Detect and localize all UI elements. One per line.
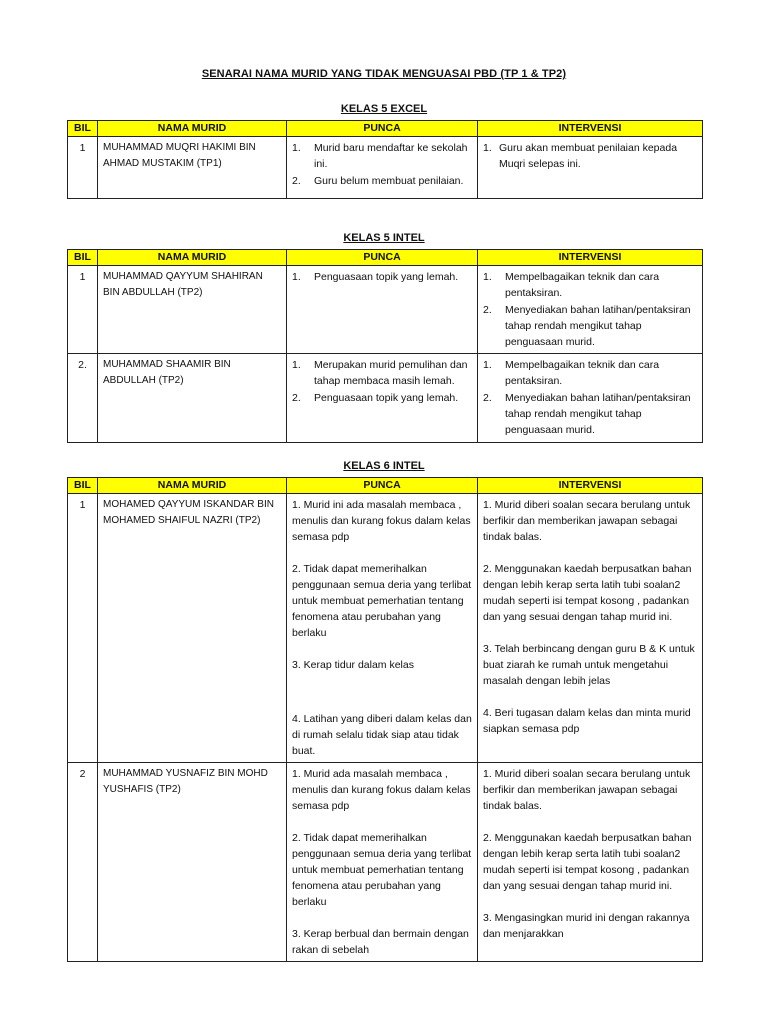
header-intervensi: INTERVENSI — [478, 121, 703, 137]
header-row — [68, 250, 703, 266]
table-row — [68, 266, 703, 354]
table-5-intel — [67, 249, 703, 443]
table-6-intel — [67, 477, 703, 962]
punca-paragraph: 2. Tidak dapat memerihalkan penggunaan semua deria yang terlibat untuk membuat pemerhatian tentang fenomena atau perubahan yang berlaku — [292, 563, 472, 639]
list-item: 1. Merupakan murid pemulihan dan tahap membaca masih lemah. — [292, 359, 468, 387]
punca-paragraph: 4. Latihan yang diberi dalam kelas dan di rumah selalu tidak siap atau tidak buat. — [292, 713, 472, 757]
list-item: 2. Menyediakan bahan latihan/pentaksiran tahap rendah mengikut tahap penguasaan murid. — [483, 392, 691, 436]
list-item: 1. Mempelbagaikan teknik dan cara pentaksiran. — [483, 359, 660, 387]
header-bil: BIL — [68, 250, 98, 266]
punca-cell — [287, 137, 478, 199]
student-name: MUHAMMAD MUQRI HAKIMI BIN AHMAD MUSTAKIM (TP1) — [98, 137, 287, 199]
list-item: 2. Penguasaan topik yang lemah. — [292, 392, 459, 404]
header-punca: PUNCA — [287, 121, 478, 137]
intervensi-paragraph: 1. Murid diberi soalan secara berulang untuk berfikir dan memberikan jawapan sebagai tindak balas. — [483, 499, 691, 543]
punca-cell — [287, 354, 478, 443]
table-row — [68, 494, 703, 763]
intervensi-paragraph: 2. Menggunakan kaedah berpusatkan bahan dengan lebih kerap serta latih tubi soalan2 mudah seperti isi tempat kosong , padankan dan yang sesuai dengan tahap murid ini. — [483, 563, 692, 623]
intervensi-cell — [478, 763, 703, 962]
section-heading-6-intel: KELAS 6 INTEL — [343, 460, 425, 472]
list-item: 1. Guru akan membuat penilaian kepada Muqri selepas ini. — [483, 142, 678, 170]
intervensi-cell — [478, 354, 703, 443]
header-row — [68, 121, 703, 137]
student-name: MUHAMMAD QAYYUM SHAHIRAN BIN ABDULLAH (TP2) — [98, 266, 287, 354]
header-row — [68, 478, 703, 494]
header-intervensi: INTERVENSI — [478, 478, 703, 494]
header-punca: PUNCA — [287, 250, 478, 266]
intervensi-cell — [478, 494, 703, 763]
list-item: 1. Penguasaan topik yang lemah. — [292, 271, 459, 283]
table-5-excel — [67, 120, 703, 199]
intervensi-paragraph: 2. Menggunakan kaedah berpusatkan bahan dengan lebih kerap serta latih tubi soalan2 mudah seperti isi tempat kosong , padankan dan yang sesuai dengan tahap murid ini. — [483, 832, 692, 892]
section-heading-5-excel: KELAS 5 EXCEL — [340, 103, 428, 115]
header-intervensi: INTERVENSI — [478, 250, 703, 266]
header-nama: NAMA MURID — [98, 478, 287, 494]
table-row — [68, 354, 703, 443]
punca-paragraph: 2. Tidak dapat memerihalkan penggunaan semua deria yang terlibat untuk membuat pemerhatian tentang fenomena atau perubahan yang berlaku — [292, 832, 472, 908]
list-item: 1. Murid baru mendaftar ke sekolah ini. — [292, 142, 468, 170]
list-item: 2. Menyediakan bahan latihan/pentaksiran tahap rendah mengikut tahap penguasaan murid. — [483, 304, 691, 348]
punca-paragraph: 1. Murid ini ada masalah membaca , menulis dan kurang fokus dalam kelas semasa pdp — [292, 499, 471, 543]
table-row — [68, 763, 703, 962]
student-name: MUHAMMAD YUSNAFIZ BIN MOHD YUSHAFIS (TP2) — [98, 763, 287, 962]
punca-cell — [287, 494, 478, 763]
header-nama: NAMA MURID — [98, 250, 287, 266]
intervensi-paragraph: 4. Beri tugasan dalam kelas dan minta murid siapkan semasa pdp — [483, 707, 691, 735]
header-nama: NAMA MURID — [98, 121, 287, 137]
bil-cell: 1 — [68, 137, 98, 199]
punca-cell — [287, 266, 478, 354]
punca-paragraph: 1. Murid ada masalah membaca , menulis dan kurang fokus dalam kelas semasa pdp — [292, 768, 471, 812]
header-bil: BIL — [68, 478, 98, 494]
intervensi-cell — [478, 266, 703, 354]
intervensi-paragraph: 1. Murid diberi soalan secara berulang untuk berfikir dan memberikan jawapan sebagai tindak balas. — [483, 768, 691, 812]
student-name: MOHAMED QAYYUM ISKANDAR BIN MOHAMED SHAIFUL NAZRI (TP2) — [98, 494, 287, 763]
list-item: 1. Mempelbagaikan teknik dan cara pentaksiran. — [483, 271, 660, 299]
header-bil: BIL — [68, 121, 98, 137]
intervensi-paragraph: 3. Mengasingkan murid ini dengan rakannya dan menjarakkan — [483, 912, 690, 940]
punca-paragraph: 3. Kerap berbual dan bermain dengan rakan di sebelah — [292, 928, 469, 956]
intervensi-paragraph: 3. Telah berbincang dengan guru B & K untuk buat ziarah ke rumah untuk mengetahui masalah dengan lebih jelas — [483, 643, 695, 687]
bil-cell: 2. — [68, 354, 98, 443]
bil-cell: 1 — [68, 494, 98, 763]
punca-cell — [287, 763, 478, 962]
table-row — [68, 137, 703, 199]
header-punca: PUNCA — [287, 478, 478, 494]
document-title: SENARAI NAMA MURID YANG TIDAK MENGUASAI PBD (TP 1 & TP2) — [201, 68, 567, 80]
section-heading-5-intel: KELAS 5 INTEL — [343, 232, 425, 244]
student-name: MUHAMMAD SHAAMIR BIN ABDULLAH (TP2) — [98, 354, 287, 443]
bil-cell: 2 — [68, 763, 98, 962]
intervensi-cell — [478, 137, 703, 199]
punca-paragraph: 3. Kerap tidur dalam kelas — [292, 659, 414, 671]
bil-cell: 1 — [68, 266, 98, 354]
list-item: 2. Guru belum membuat penilaian. — [292, 175, 464, 187]
